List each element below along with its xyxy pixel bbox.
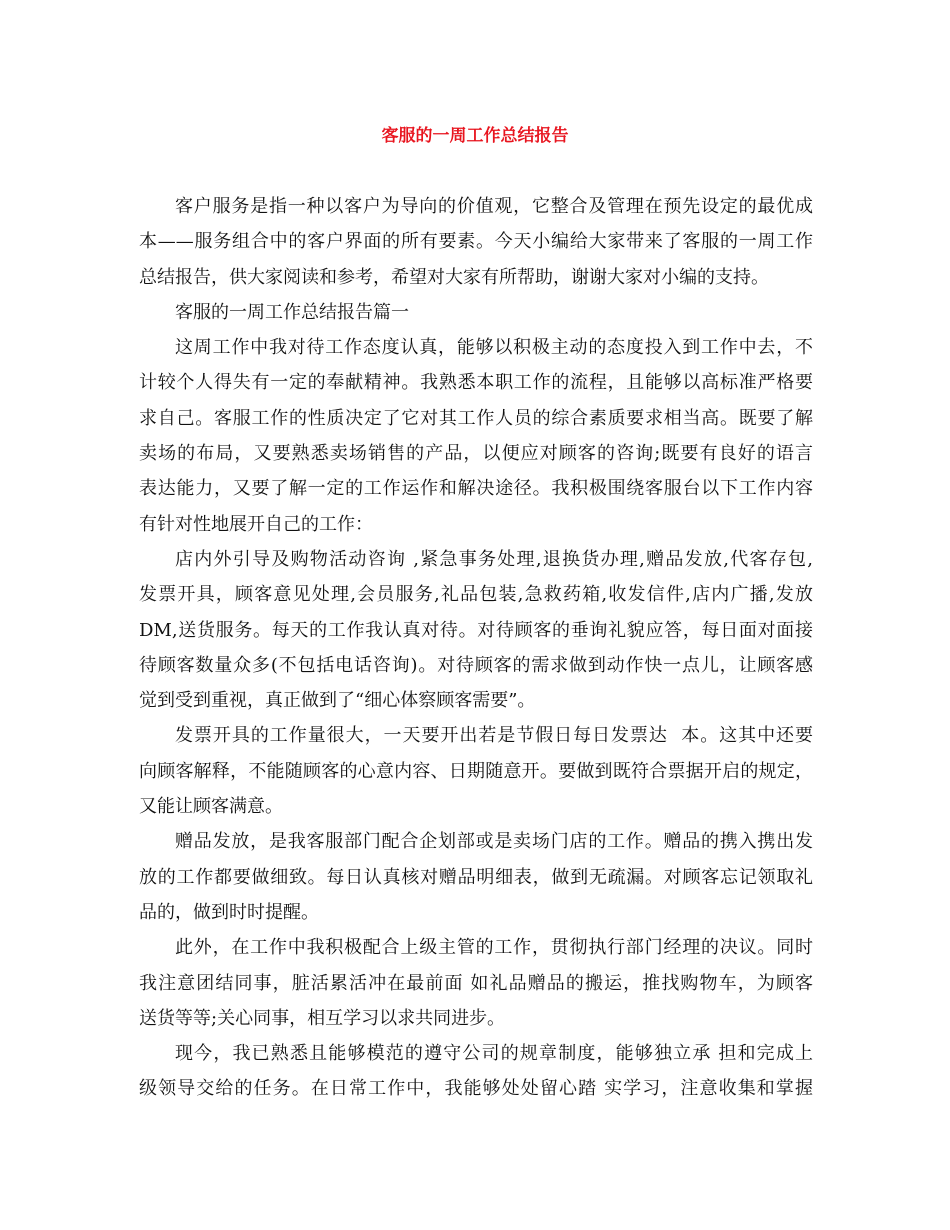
document-body <box>139 189 813 1107</box>
body-line: 此外，在工作中我积极配合上级主管的工作，贯彻执行部门经理的决议。同时 <box>175 937 813 959</box>
body-line: 觉到受到重视，真正做到了“细心体察顾客需要”。 <box>139 690 536 712</box>
body-line: 客户服务是指一种以客户为导向的价值观，它整合及管理在预先设定的最优成 <box>175 196 813 217</box>
body-line: 送货等等;关心同事，相互学习以求共同进步。 <box>139 1007 506 1029</box>
body-line: 放的工作都要做细致。每日认真核对赠品明细表，做到无疏漏。对顾客忘记领取礼 <box>139 866 813 888</box>
body-line: DM,送货服务。每天的工作我认真对待。对待顾客的垂询礼貌应答，每日面对面接 <box>139 619 813 641</box>
body-line: 有针对性地展开自己的工作： <box>139 513 373 535</box>
document-title: 客服的一周工作总结报告 <box>381 126 569 146</box>
body-line: 计较个人得失有一定的奉献精神。我熟悉本职工作的流程，且能够以高标准严格要 <box>139 372 813 394</box>
body-line: 级领导交给的任务。在日常工作中，我能够处处留心踏 实学习，注意收集和掌握 <box>139 1078 813 1100</box>
body-line: 卖场的布局，又要熟悉卖场销售的产品，以便应对顾客的咨询;既要有良好的语言 <box>139 443 813 465</box>
body-line: 现今，我已熟悉且能够模范的遵守公司的规章制度，能够独立承 担和完成上 <box>175 1043 813 1065</box>
body-line: 表达能力，又要了解一定的工作运作和解决途径。我积极围绕客服台以下工作内容 <box>139 478 813 500</box>
body-line: 品的，做到时时提醒。 <box>139 901 319 923</box>
body-line: 求自己。客服工作的性质决定了它对其工作人员的综合素质要求相当高。既要了解 <box>139 407 813 429</box>
body-line: 店内外引导及购物活动咨询 ,紧急事务处理,退换货办理,赠品发放,代客存包, <box>175 548 813 570</box>
body-line: 向顾客解释，不能随顾客的心意内容、日期随意开。要做到既符合票据开启的规定， <box>139 760 813 782</box>
body-line: 本——服务组合中的客户界面的所有要素。今天小编给大家带来了客服的一周工作 <box>139 231 813 253</box>
body-line: 我注意团结同事，脏活累活冲在最前面 如礼品赠品的搬运，推找购物车，为顾客 <box>139 972 813 994</box>
body-line: 发票开具，顾客意见处理,会员服务,礼品包装,急救药箱,收发信件,店内广播,发放 <box>139 584 813 606</box>
body-line: 发票开具的工作量很大，一天要开出若是节假日每日发票达 本。这其中还要 <box>175 725 813 747</box>
body-line: 赠品发放，是我客服部门配合企划部或是卖场门店的工作。赠品的携入携出发 <box>175 831 813 853</box>
body-line: 客服的一周工作总结报告篇一 <box>175 301 409 323</box>
body-line: 总结报告，供大家阅读和参考，希望对大家有所帮助，谢谢大家对小编的支持。 <box>139 266 769 288</box>
body-line: 这周工作中我对待工作态度认真，能够以积极主动的态度投入到工作中去，不 <box>175 337 813 359</box>
body-line: 又能让顾客满意。 <box>139 796 283 818</box>
body-line: 待顾客数量众多(不包括电话咨询)。对待顾客的需求做到动作快一点儿，让顾客感 <box>139 654 813 676</box>
